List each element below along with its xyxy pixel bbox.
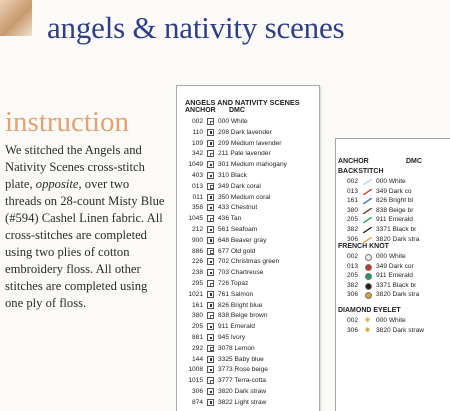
color-key-row <box>177 322 319 332</box>
dmc-color: 761 Salmon <box>218 290 254 298</box>
dmc-color: 3371 Black br <box>376 281 417 289</box>
chart-symbol-icon <box>207 183 214 190</box>
french-knot-row <box>336 281 450 291</box>
color-key-row <box>177 182 319 192</box>
color-key-row <box>177 214 319 224</box>
dmc-color: 838 Beige brown <box>218 312 268 320</box>
anchor-number: 1045 <box>188 215 203 223</box>
color-key-row <box>177 376 319 386</box>
color-key-row <box>177 193 319 203</box>
anchor-number: 382 <box>346 281 358 289</box>
anchor-number: 900 <box>191 236 203 244</box>
color-key-row <box>177 257 319 267</box>
anchor-number: 238 <box>191 269 203 277</box>
dmc-color: 838 Beige br <box>376 206 414 214</box>
french-knot-row <box>336 271 450 281</box>
chart-symbol-icon <box>207 204 214 211</box>
dmc-color: 433 Chestnut <box>218 204 258 212</box>
color-key-row <box>177 279 319 289</box>
anchor-number: 886 <box>191 247 203 255</box>
instruction-text-emphasis: opposite <box>35 177 79 191</box>
french-knot-row <box>336 262 450 272</box>
chart-symbol-icon <box>207 356 214 363</box>
chart-symbol-icon <box>207 280 214 287</box>
color-key-row <box>177 301 319 311</box>
dmc-color: 000 White <box>376 317 406 324</box>
chart-symbol-icon <box>207 129 214 136</box>
dmc-color: 3078 Lemon <box>218 344 255 352</box>
dmc-color: 3820 Dark straw <box>218 388 267 395</box>
backstitch-row <box>336 187 450 197</box>
dmc-color: 000 White <box>376 253 406 260</box>
diamond-eyelet-icon: ✷ <box>363 324 372 335</box>
dmc-color: 945 Ivory <box>218 334 246 341</box>
diamond-eyelet-row <box>336 326 450 336</box>
dmc-color: 350 Medium coral <box>218 193 271 201</box>
chart-symbol-icon <box>207 226 214 233</box>
dmc-color: 209 Medium lavender <box>218 139 282 147</box>
backstitch-row <box>336 196 450 206</box>
dmc-color: 3371 Black br <box>376 226 417 233</box>
diamond-eyelet-heading: DIAMOND EYELET <box>338 307 401 314</box>
dmc-color: 349 Dark cor <box>376 262 414 270</box>
anchor-number: 212 <box>191 226 203 233</box>
anchor-number: 342 <box>191 150 203 158</box>
chart-symbol-icon <box>207 258 214 265</box>
dmc-column-header: DMC <box>406 158 422 165</box>
dmc-color: 349 Dark coral <box>218 182 261 190</box>
dmc-color: 000 White <box>376 178 406 185</box>
anchor-number: 161 <box>191 301 203 309</box>
color-key-row <box>177 268 319 278</box>
backstitch-heading: BACKSTITCH <box>338 168 384 175</box>
anchor-number: 380 <box>346 206 358 214</box>
anchor-number: 110 <box>192 128 203 136</box>
french-knot-row <box>336 252 450 262</box>
dmc-color: 726 Topaz <box>218 280 249 287</box>
dmc-color: 3822 Light straw <box>218 398 267 406</box>
chart-symbol-icon <box>207 366 214 373</box>
color-key-row <box>177 398 319 408</box>
color-key-row <box>177 236 319 246</box>
color-key-row <box>177 355 319 365</box>
anchor-number: 013 <box>346 262 358 270</box>
chart-symbol-icon <box>207 334 214 341</box>
anchor-number: 002 <box>191 118 203 125</box>
anchor-number: 109 <box>191 139 203 147</box>
instruction-text-part: We stitched the Angels and Nativity Scenes cross-stitch plate, <box>5 143 145 191</box>
dmc-color: 3773 Rose beige <box>218 366 268 374</box>
dmc-color: 301 Medium mahogany <box>218 161 287 169</box>
chart-symbol-icon <box>207 377 214 384</box>
chart-symbol-icon <box>207 172 214 179</box>
chart-symbol-icon <box>207 291 214 298</box>
chart-symbol-icon <box>207 194 214 201</box>
color-key-row <box>177 139 319 149</box>
anchor-number: 205 <box>346 216 358 224</box>
anchor-column-header: ANCHOR <box>338 158 369 165</box>
anchor-number: 144 <box>191 355 203 363</box>
color-key-row <box>177 225 319 235</box>
anchor-number: 1015 <box>188 377 203 385</box>
chart-symbol-icon <box>207 269 214 276</box>
backstitch-line-icon <box>363 189 372 195</box>
dmc-color: 648 Beaver gray <box>218 236 267 244</box>
dmc-color: 561 Seafoam <box>218 226 258 233</box>
dmc-color: 3820 Dark stra <box>376 291 420 299</box>
anchor-number: 295 <box>191 280 203 287</box>
dmc-color: 000 White <box>218 118 248 125</box>
chart-symbol-icon <box>207 215 214 222</box>
chart-symbol-icon <box>207 237 214 244</box>
anchor-column-header: ANCHOR <box>185 107 216 114</box>
color-key-row <box>177 344 319 354</box>
color-key-row <box>177 311 319 321</box>
french-knot-dot-icon <box>365 273 372 280</box>
page-title: angels & nativity scenes <box>47 10 345 45</box>
color-key-row <box>177 203 319 213</box>
diamond-eyelet-icon: ✷ <box>363 315 372 325</box>
color-key-row <box>177 387 319 397</box>
french-knot-dot-icon <box>365 292 372 299</box>
anchor-number: 358 <box>191 204 203 212</box>
anchor-number: 002 <box>346 253 358 260</box>
dmc-color: 310 Black <box>218 172 247 179</box>
color-key-row <box>177 128 319 138</box>
dmc-color: 826 Bright blue <box>218 301 263 309</box>
color-key-row <box>177 247 319 257</box>
dmc-color: 826 Bright bl <box>376 197 414 205</box>
dmc-color: 208 Dark lavender <box>218 128 272 136</box>
dmc-color: 3820 Dark stra <box>376 235 420 243</box>
dmc-color: 436 Tan <box>218 215 242 223</box>
anchor-number: 002 <box>346 317 358 324</box>
anchor-number: 161 <box>346 197 358 205</box>
dmc-color: 211 Pale lavender <box>218 150 271 158</box>
chart-symbol-icon <box>207 388 214 395</box>
anchor-number: 292 <box>191 344 203 352</box>
anchor-number: 205 <box>346 272 358 280</box>
color-key-title: ANGELS AND NATIVITY SCENES <box>185 98 300 107</box>
color-key-row <box>177 290 319 300</box>
dmc-color: 3325 Baby blue <box>218 355 264 363</box>
anchor-number: 881 <box>191 334 203 341</box>
chart-symbol-icon <box>207 140 214 147</box>
anchor-number: 205 <box>191 323 203 331</box>
anchor-number: 1049 <box>188 161 203 169</box>
color-key-row <box>177 365 319 375</box>
anchor-number: 380 <box>191 312 203 320</box>
backstitch-row <box>336 177 450 187</box>
chart-symbol-icon <box>207 399 214 406</box>
instruction-text-part: , over two threads on 28-count Misty Blue (#594) Cashel Linen fabric. All cross-stitches are completed using two plies of cotton embroidery floss. All other stitches are completed using one ply of floss. <box>5 177 165 310</box>
backstitch-line-icon <box>363 208 372 214</box>
anchor-number: 1008 <box>188 366 203 374</box>
color-key-row <box>177 149 319 159</box>
french-knot-dot-icon <box>365 264 372 271</box>
dmc-color: 911 Emerald <box>218 323 255 331</box>
dmc-color: 3777 Terra-cotta <box>218 377 266 385</box>
diamond-eyelet-row <box>336 316 450 326</box>
anchor-number: 226 <box>191 258 203 266</box>
anchor-number: 306 <box>191 388 203 395</box>
dmc-color: 703 Chartreuse <box>218 269 264 277</box>
anchor-number: 306 <box>346 326 358 334</box>
anchor-number: 874 <box>191 398 203 406</box>
backstitch-line-icon <box>363 217 372 223</box>
backstitch-row <box>336 215 450 225</box>
chart-symbol-icon <box>207 345 214 352</box>
anchor-number: 306 <box>346 291 358 299</box>
chart-symbol-icon <box>207 248 214 255</box>
anchor-number: 1021 <box>188 290 203 298</box>
french-knot-dot-icon <box>365 283 372 290</box>
backstitch-line-icon <box>363 179 372 185</box>
backstitch-line-icon <box>363 237 372 243</box>
french-knot-row <box>336 290 450 300</box>
chart-symbol-icon <box>207 312 214 319</box>
anchor-number: 013 <box>346 187 358 195</box>
dmc-color: 911 Emerald <box>376 216 413 224</box>
dmc-color: 911 Emerald <box>376 272 413 280</box>
dmc-color: 677 Old gold <box>218 247 256 255</box>
chart-symbol-icon <box>207 302 214 309</box>
instruction-paragraph <box>5 142 165 312</box>
backstitch-line-icon <box>363 227 372 233</box>
dmc-column-header: DMC <box>229 107 245 114</box>
anchor-number: 403 <box>191 172 203 179</box>
color-key-row <box>177 160 319 170</box>
french-knot-heading: FRENCH KNOT <box>338 243 389 250</box>
anchor-number: 013 <box>191 182 203 190</box>
dmc-color: 702 Christmas green <box>218 258 280 266</box>
dmc-color: 3820 Dark straw <box>376 326 425 334</box>
backstitch-row <box>336 225 450 235</box>
chart-symbol-icon <box>207 323 214 330</box>
color-key-panel <box>176 85 320 411</box>
backstitch-line-icon <box>363 198 372 204</box>
anchor-number: 011 <box>192 193 203 201</box>
anchor-number: 002 <box>346 178 358 185</box>
chart-symbol-icon <box>207 150 214 157</box>
anchor-number: 306 <box>346 235 358 243</box>
french-knot-dot-icon <box>365 254 372 261</box>
instruction-heading: instruction <box>5 106 130 138</box>
stitch-key-panel <box>335 138 450 411</box>
color-key-row <box>177 171 319 181</box>
chart-symbol-icon <box>207 118 214 125</box>
corner-photo-thumbnail <box>0 0 32 36</box>
color-key-row <box>177 117 319 127</box>
dmc-color: 349 Dark co <box>376 187 412 195</box>
anchor-number: 382 <box>346 226 358 233</box>
color-key-row <box>177 333 319 343</box>
backstitch-row <box>336 206 450 216</box>
chart-symbol-icon <box>207 161 214 168</box>
